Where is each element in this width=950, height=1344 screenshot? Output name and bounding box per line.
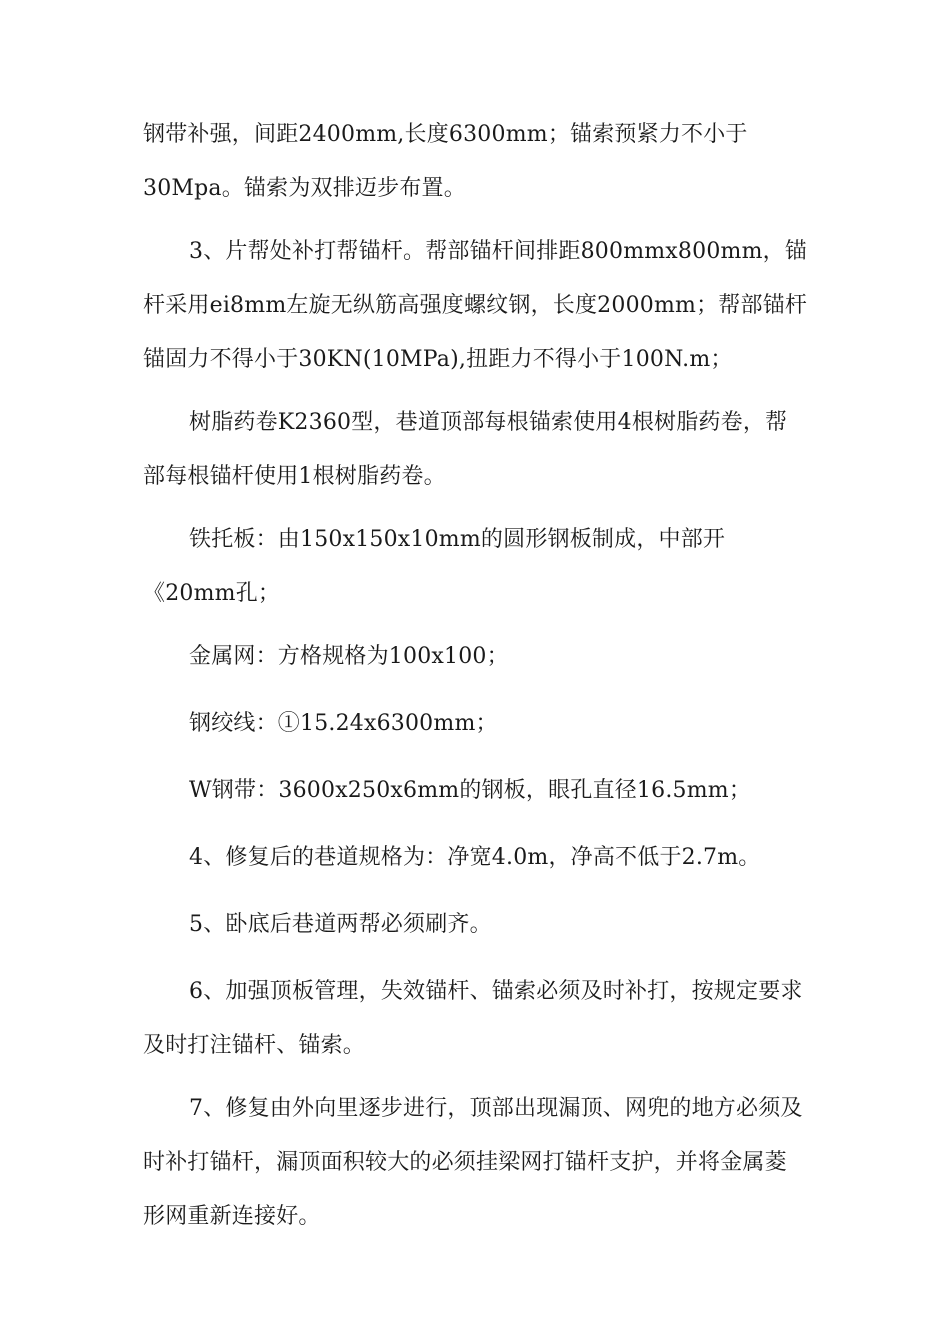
paragraph-resin-cartridge: 树脂药卷K2360型，巷道顶部每根锚索使用4根树脂药卷，帮部每根锚杆使用1根树脂药卷。 [143,410,788,489]
paragraph-item-4-roadway-size: 4、修复后的巷道规格为：净宽4.0m，净高不低于2.7m。 [189,845,761,870]
paragraph-item-6-roof-management: 6、加强顶板管理，失效锚杆、锚索必须及时补打，按规定要求及时打注锚杆、锚索。 [143,979,803,1058]
paragraph-w-steel-band: W钢带：3600x250x6mm的钢板，眼孔直径16.5mm； [189,778,752,803]
paragraph-steel-strand: 钢绞线：①15.24x6300mm； [189,711,498,736]
paragraph-metal-mesh: 金属网：方格规格为100x100； [189,644,509,669]
paragraph-iron-plate: 铁托板：由150x150x10mm的圆形钢板制成，中部开《20mm孔； [143,527,726,606]
paragraph-anchor-cable-spacing: 钢带补强，间距2400mm,长度6300mm；锚索预紧力不小于30Mpa。锚索为双排迈步布置。 [143,122,748,201]
paragraph-item-5-sides: 5、卧底后巷道两帮必须刷齐。 [189,912,492,937]
paragraph-item-7-repair-order: 7、修复由外向里逐步进行，顶部出现漏顶、网兜的地方必须及时补打锚杆，漏顶面积较大的必须挂梁网打锚杆支护，并将金属菱形网重新连接好。 [143,1096,803,1229]
paragraph-item-3-side-bolts: 3、片帮处补打帮锚杆。帮部锚杆间排距800mmx800mm，锚杆采用ei8mm左旋无纵筋高强度螺纹钢，长度2000mm；帮部锚杆锚固力不得小于30KN(10MPa),扭距力不得小于100N.m； [143,239,808,372]
